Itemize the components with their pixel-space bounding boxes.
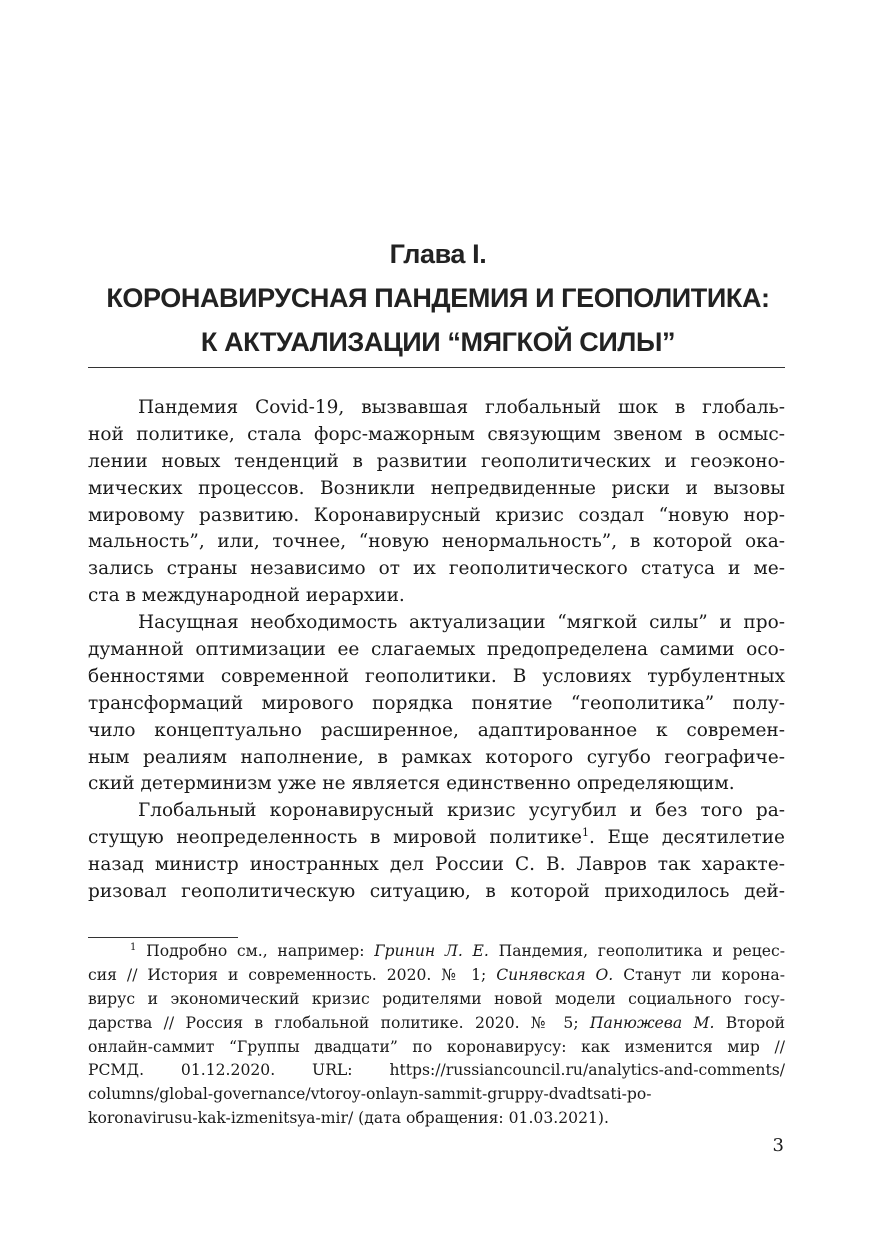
paragraph-2 (88, 610, 785, 798)
footnote-reference[interactable]: 1 (581, 826, 589, 840)
footnote-line (88, 940, 785, 964)
footnote-line: онлайн-саммит “Группы двадцати” по коронавирусу: как изменится мир // (88, 1037, 785, 1056)
chapter-label: Глава I. (389, 239, 487, 269)
text-segment: Станут ли корона- (613, 965, 785, 984)
text-line: ский детерминизм уже не является единственно определяющим. (88, 773, 735, 795)
footnote-marker: 1 (130, 942, 137, 953)
paragraph-1 (88, 395, 785, 610)
author-name: Панюжева М. (589, 1013, 715, 1032)
text-line: ной политике, стала форс-мажорным связующим звеном в осмыс- (88, 423, 785, 445)
chapter-title-line-2: К АКТУАЛИЗАЦИИ “МЯГКОЙ СИЛЫ” (200, 327, 676, 357)
author-name: Синявская О. (496, 965, 614, 984)
text-line: Пандемия Covid-19, вызвавшая глобальный шок в глобаль- (138, 397, 785, 418)
text-segment: Второй (714, 1013, 785, 1032)
text-line: мировому развитию. Коронавирусный кризис создал “новую нор- (88, 504, 785, 526)
chapter-heading (88, 232, 788, 364)
text-line: чило концептуально расширенное, адаптированное к современ- (88, 719, 785, 741)
footnote-1 (88, 940, 785, 1131)
body-text (88, 395, 785, 906)
text-line: думанной оптимизации ее слагаемых предопределена самими осо- (88, 639, 785, 661)
heading-divider (88, 367, 785, 368)
text-line: трансформаций мирового порядка понятие “геополитика” полу- (88, 692, 785, 714)
text-line: назад министр иностранных дел России С. В. Лавров так характе- (88, 854, 785, 876)
footnote-line[interactable]: koronavirusu-kak-izmenitsya-mir/ (дата обращения: 01.03.2021). (88, 1109, 609, 1128)
text-segment: . Еще десятилетие (588, 827, 785, 849)
author-name: Гринин Л. Е. (374, 942, 489, 960)
footnote-line[interactable]: columns/global-governance/vtoroy-onlayn-sammit-gruppy-dvadtsati-po- (88, 1085, 652, 1104)
text-line (88, 825, 785, 852)
footnote-divider (88, 937, 238, 938)
text-line: зались страны независимо от их геополитического статуса и ме- (88, 558, 785, 580)
text-line: бенностями современной геополитики. В условиях турбулентных (88, 665, 785, 687)
text-line: лении новых тенденций в развитии геополитических и геоэконо- (88, 450, 785, 472)
text-segment: дарства // Россия в глобальной политике. 2020. № 5; (88, 1013, 590, 1032)
text-line: ризовал геополитическую ситуацию, в которой приходилось дей- (88, 881, 785, 903)
paragraph-3 (88, 798, 785, 906)
text-line: Насущная необходимость актуализации “мягкой силы” и про- (138, 612, 785, 634)
text-segment: Подробно см., например: (136, 942, 375, 960)
text-segment: стущую неопределенность в мировой политике (88, 827, 582, 849)
text-line: мических процессов. Возникли непредвиденные риски и вызовы (88, 477, 785, 499)
footnote-line[interactable]: РСМД. 01.12.2020. URL: https://russiancouncil.ru/analytics-and-comments/ (88, 1061, 785, 1080)
page-number: 3 (772, 1135, 784, 1156)
text-line: мальность”, или, точнее, “новую ненормальность”, в которой ока- (88, 531, 785, 553)
text-line: ным реалиям наполнение, в рамках которого сугубо географиче- (88, 746, 785, 768)
chapter-title-line-1: КОРОНАВИРУСНАЯ ПАНДЕМИЯ И ГЕОПОЛИТИКА: (106, 283, 770, 313)
text-line: ста в международной иерархии. (88, 585, 405, 607)
text-segment: сия // История и современность. 2020. № 1; (88, 965, 497, 984)
text-line: Глобальный коронавирусный кризис усугубил и без того ра- (138, 800, 785, 822)
footnote-line (88, 964, 785, 988)
footnote-line: вирус и экономический кризис родителями новой модели социального госу- (88, 989, 785, 1008)
footnote-line (88, 1012, 785, 1036)
text-segment: Пандемия, геополитика и рецес- (488, 942, 785, 960)
